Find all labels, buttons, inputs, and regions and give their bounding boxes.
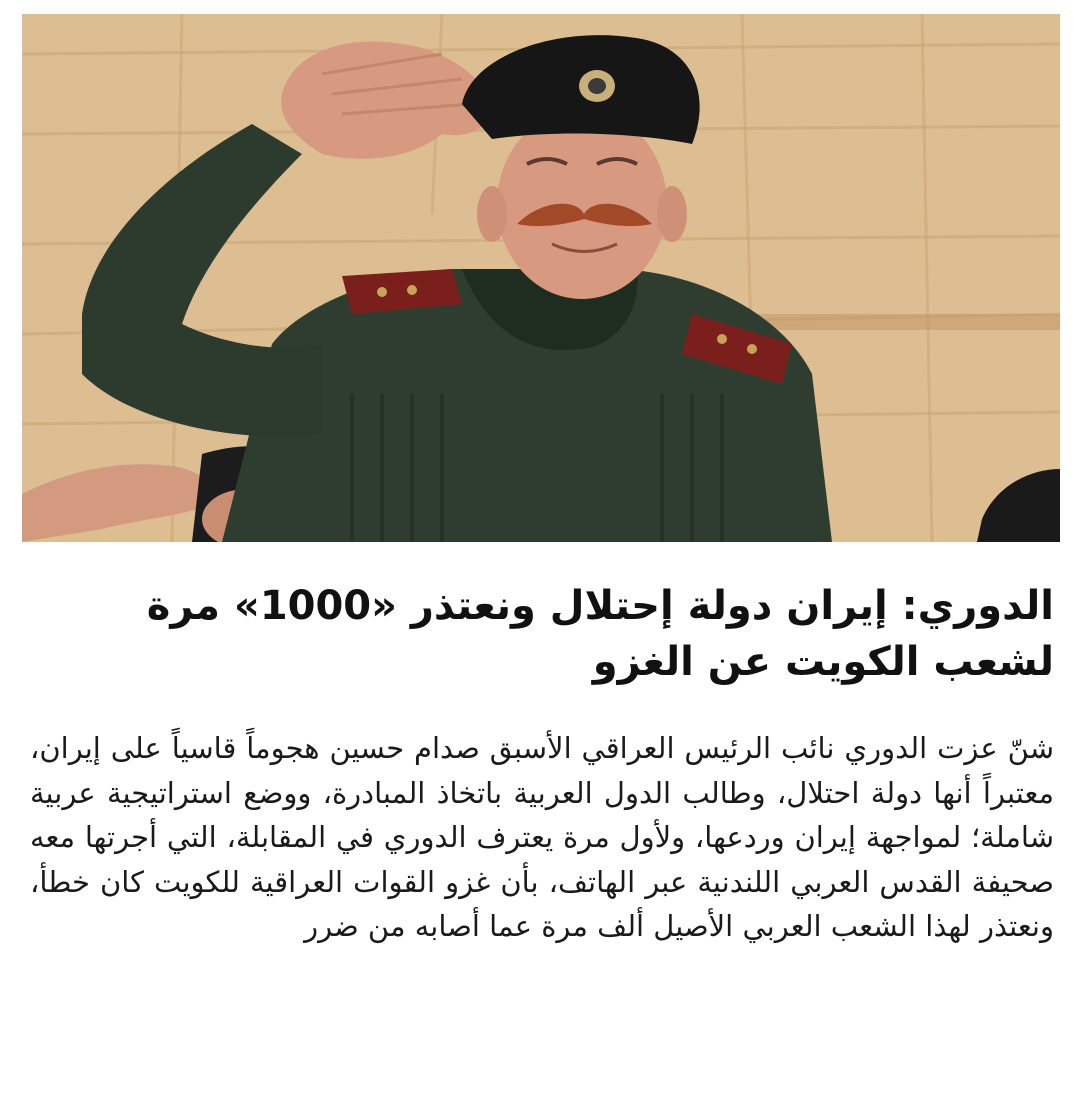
article-headline: الدوري: إيران دولة إحتلال ونعتذر «1000» مرة لشعب الكويت عن الغزو — [146, 583, 1054, 685]
article-body: شنّ عزت الدوري نائب الرئيس العراقي الأسبق صدام حسين هجوماً قاسياً على إيران، معتبراً أنها دولة احتلال، وطالب الدول العربية باتخاذ المبادرة، ووضع استراتيجية عربية شاملة؛ لمواجهة إيران وردعها، ولأول مرة يعترف الدوري في المقابلة، التي أجرتها معه صحيفة القدس العربي اللندنية عبر الهاتف، بأن غزو القوات العراقية للكويت كان خطأ، ونعتذر لهذا الشعب العربي الأصيل ألف مرة عما أصابه من ضرر — [30, 731, 1054, 943]
article-photo — [22, 14, 1060, 542]
